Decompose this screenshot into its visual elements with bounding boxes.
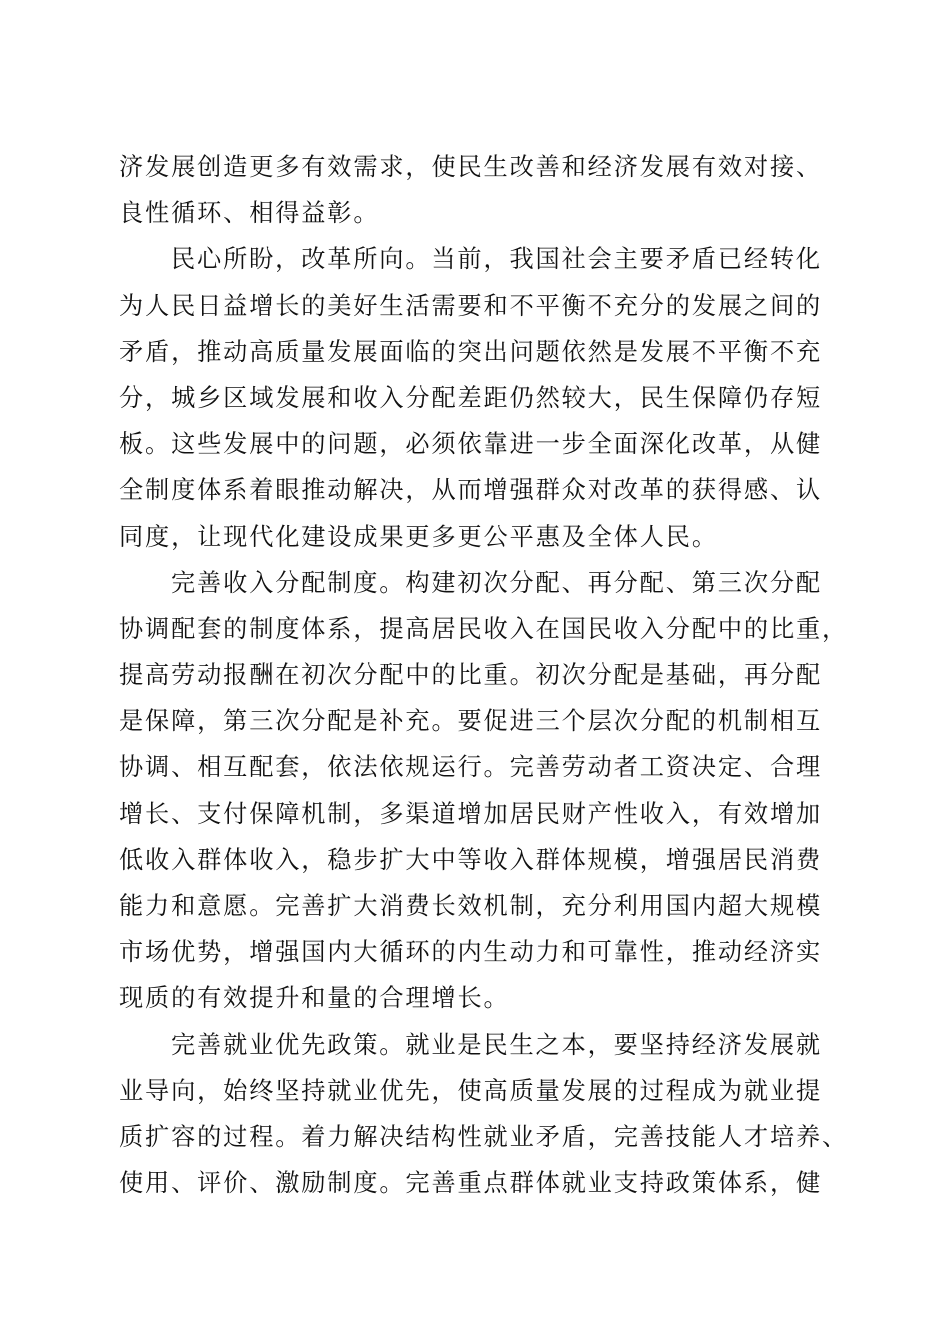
text-line: 良性循环、相得益彰。 <box>119 199 380 228</box>
paragraph-first-line: 民心所盼，改革所向。当前，我国社会主要矛盾已经转化 <box>171 245 822 274</box>
text-line: 市场优势，增强国内大循环的内生动力和可靠性，推动经济实 <box>119 938 823 967</box>
text-line: 协调配套的制度体系，提高居民收入在国民收入分配中的比重， <box>119 614 849 643</box>
text-line: 是保障，第三次分配是补充。要促进三个层次分配的机制相互 <box>119 707 823 736</box>
text-line: 提高劳动报酬在初次分配中的比重。初次分配是基础，再分配 <box>119 661 823 690</box>
text-line: 质扩容的过程。着力解决结构性就业矛盾，完善技能人才培养、 <box>119 1122 849 1151</box>
text-line: 协调、相互配套，依法依规运行。完善劳动者工资决定、合理 <box>119 753 823 782</box>
text-line: 济发展创造更多有效需求，使民生改善和经济发展有效对接、 <box>119 153 823 181</box>
text-line: 分，城乡区域发展和收入分配差距仍然较大，民生保障仍存短 <box>119 383 823 412</box>
paragraph-first-line: 完善就业优先政策。就业是民生之本，要坚持经济发展就 <box>171 1030 822 1059</box>
paragraph-first-line: 完善收入分配制度。构建初次分配、再分配、第三次分配 <box>171 568 822 597</box>
text-line: 低收入群体收入，稳步扩大中等收入群体规模，增强居民消费 <box>119 845 823 874</box>
text-line: 为人民日益增长的美好生活需要和不平衡不充分的发展之间的 <box>119 291 823 320</box>
text-line: 业导向，始终坚持就业优先，使高质量发展的过程成为就业提 <box>119 1076 823 1105</box>
text-line: 矛盾，推动高质量发展面临的突出问题依然是发展不平衡不充 <box>119 337 823 366</box>
text-line: 板。这些发展中的问题，必须依靠进一步全面深化改革，从健 <box>119 430 823 459</box>
text-line: 全制度体系着眼推动解决，从而增强群众对改革的获得感、认 <box>119 476 823 505</box>
text-line: 使用、评价、激励制度。完善重点群体就业支持政策体系，健 <box>119 1169 823 1198</box>
document-body <box>119 144 849 1206</box>
text-line: 现质的有效提升和量的合理增长。 <box>119 984 510 1013</box>
text-line: 增长、支付保障机制，多渠道增加居民财产性收入，有效增加 <box>119 799 823 828</box>
text-line: 同度，让现代化建设成果更多更公平惠及全体人民。 <box>119 522 718 551</box>
text-line: 能力和意愿。完善扩大消费长效机制，充分利用国内超大规模 <box>119 892 823 920</box>
